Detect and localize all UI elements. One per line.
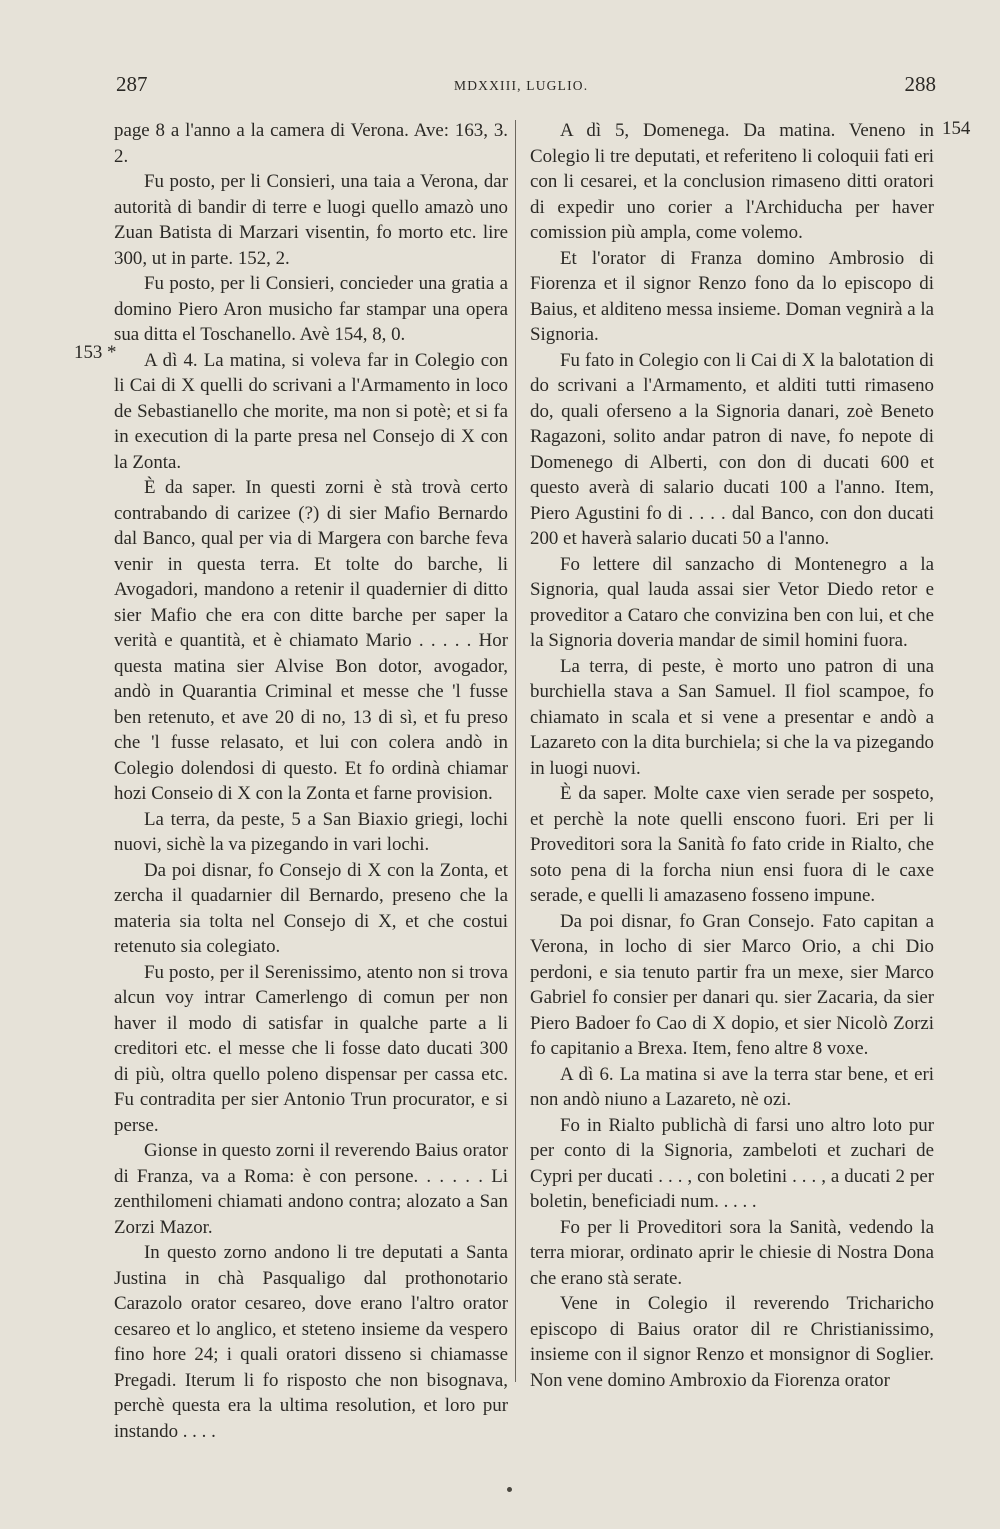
paragraph: In questo zorno andono li tre deputati a Santa Justina in chà Pasqualigo dal prothonotario Carazolo orator cesareo, dove erano l'altro orator cesareo et lo anglico, et steteno insieme da vespero fino hore 24; i quali oratori disseno si chiamasse Pregadi. Iterum li fo risposto che non bisognava, perchè questa era la ultima resolution, et loro pur instando . . . . <box>114 1242 508 1442</box>
left-column <box>114 118 508 1444</box>
paragraph: A dì 4. La matina, si voleva far in Colegio con li Cai di X quelli do scrivani a l'Armamento in loco de Sebastianello che morite, ma non si potè; et si fa in execution di la parte presa nel Consejo di X con la Zonta. <box>114 349 508 473</box>
column-divider <box>515 120 516 1382</box>
paragraph: Fu posto, per li Consieri, concieder una gratia a domino Piero Aron musicho far stampar una opera sua ditta el Toschanello. Avè 154, 8, 0. <box>114 273 508 345</box>
paragraph: È da saper. Molte caxe vien serade per sospeto, et perchè la note quelli enscono fuori. Eri per li Proveditori sora la Sanità fo fato cride in Rialto, che soto pena di la forcha niun ensi fuora di le caxe serade, e quelli li amazaseno fosseno impune. <box>530 783 934 906</box>
page-number-right: 288 <box>904 72 936 96</box>
paragraph: page 8 a l'anno a la camera di Verona. Ave: 163, 3. 2. <box>114 120 508 167</box>
paragraph: Fu fato in Colegio con li Cai di X la balotation di do scrivani a l'Armamento, et alditi tutti rimaseno do, quali oferseno a la Signoria danari, zoè Beneto Ragazoni, solito andar patron di nave, fo nepote di Domenego di Alberti, con don di ducati 600 et questo averà di salario ducati 100 a l'anno. Item, Piero Agustini fo di . . . . dal Banco, con don ducati 200 et haverà salario ducati 50 a l'anno. <box>530 349 934 549</box>
paragraph: Fo lettere dil sanzacho di Montenegro a la Signoria, qual lauda assai sier Vetor Diedo retor e proveditor a Cataro che convizina ben con lui, et che la Signoria doveria mandar de simil homini fuora. <box>530 553 934 651</box>
right-column <box>530 118 934 1393</box>
paragraph: È da saper. In questi zorni è stà trovà certo contrabando di carizee (?) di sier Mafio Bernardo dal Banco, qual per via di Margera con barche feva venir in questa terra. Et tolte do barche, li Avogadori, mandono a retenir il quadernier di ditto sier Mafio che era con ditte barche per saper la verità e quantità, et è chiamato Mario . . . . . Hor questa matina sier Alvise Bon dotor, avogador, andò in Quarantia Criminal et messe che 'l fusse ben retenuto, et ave 20 di no, 13 di sì, et fu preso che 'l fusse relasato, et lui con colera andò in Colegio dolendosi di questo. Et fo ordinà chiamar hozi Conseio di X con la Zonta et farne provision. <box>114 477 508 804</box>
margin-reference-left: 153 * <box>74 342 117 363</box>
paragraph: La terra, di peste, è morto uno patron di una burchiella stava a San Samuel. Il fiol scampoe, fo chiamato in scala et si vene a presentar e andò a Lazareto con la dita burchiela; si che la va pizegando in luogi nuovi. <box>530 655 934 779</box>
running-title: MDXXIII, LUGLIO. <box>454 78 589 93</box>
printer-mark <box>507 1487 512 1492</box>
page-number-left: 287 <box>116 72 148 96</box>
margin-reference-right: 154 <box>942 118 971 139</box>
paragraph: Da poi disnar, fo Gran Consejo. Fato capitan a Verona, in locho di sier Marco Orio, a chi Dio perdoni, e sia tenuto partir fra un mexe, sier Marco Gabriel fo consier per danari qu. sier Zacaria, da sier Piero Badoer fo Cao di X dopio, et sier Nicolò Zorzi fo capitanio a Brexa. Item, feno altre 8 voxe. <box>530 910 934 1059</box>
paragraph: Vene in Colegio il reverendo Tricharicho episcopo di Baius orator dil re Christianissimo, insieme con il signor Renzo et monsignor di Soglier. Non vene domino Ambroxio da Fiorenza orator <box>530 1293 934 1391</box>
paragraph: La terra, da peste, 5 a San Biaxio griegi, lochi nuovi, sichè la va pizegando in vari lochi. <box>114 808 508 855</box>
paragraph: Fo per li Proveditori sora la Sanità, vedendo la terra miorar, ordinato aprir le chiesie di Nostra Dona che erano stà serate. <box>530 1216 934 1289</box>
paragraph: Fu posto, per li Consieri, una taia a Verona, dar autorità di bandir di terre e luogi quello amazò uno Zuan Batista di Marzari visentin, fo morto etc. lire 300, ut in parte. 152, 2. <box>114 171 508 269</box>
running-head <box>116 72 936 102</box>
paragraph: Et l'orator di Franza domino Ambrosio di Fiorenza et il signor Renzo fono da lo episcopo di Baius, et alditeno messa insieme. Doman vegnirà a la Signoria. <box>530 247 934 345</box>
paragraph: Gionse in questo zorni il reverendo Baius orator di Franza, va a Roma: è con persone. . . . . . Li zenthilomeni chiamati andono contra; alozato a San Zorzi Mazor. <box>114 1140 508 1238</box>
paragraph: Da poi disnar, fo Consejo di X con la Zonta, et zercha il quadarnier dil Bernardo, preseno che la materia sia tolta nel Consejo di X, et che costui retenuto sia colegiato. <box>114 859 508 957</box>
paragraph: A dì 5, Domenega. Da matina. Veneno in Colegio li tre deputati, et referiteno li coloquii fati eri con li cesarei, et la conclusion rimaseno ditti oratori di expedir uno corier a l'Archiducha per haver comission più ampla, come volemo. <box>530 120 934 243</box>
paragraph: Fu posto, per il Serenissimo, atento non si trova alcun voy intrar Camerlengo di comun per non haver il modo di satisfar in qualche parte a li creditori etc. el messe che li fosse dato ducati 300 di più, oltra quello poleno dispensar per cassa etc. Fu contradita per sier Antonio Trun procurator, e si perse. <box>114 961 508 1136</box>
paragraph: Fo in Rialto publichà di farsi uno altro loto pur per conto di la Signoria, zambeloti et zuchari de Cypri per ducati . . . , con boletini . . . , a ducati 2 per boletin, beneficiadi num. . . . . <box>530 1114 934 1212</box>
paragraph: A dì 6. La matina si ave la terra star bene, et eri non andò niuno a Lazareto, nè ozi. <box>530 1063 934 1110</box>
